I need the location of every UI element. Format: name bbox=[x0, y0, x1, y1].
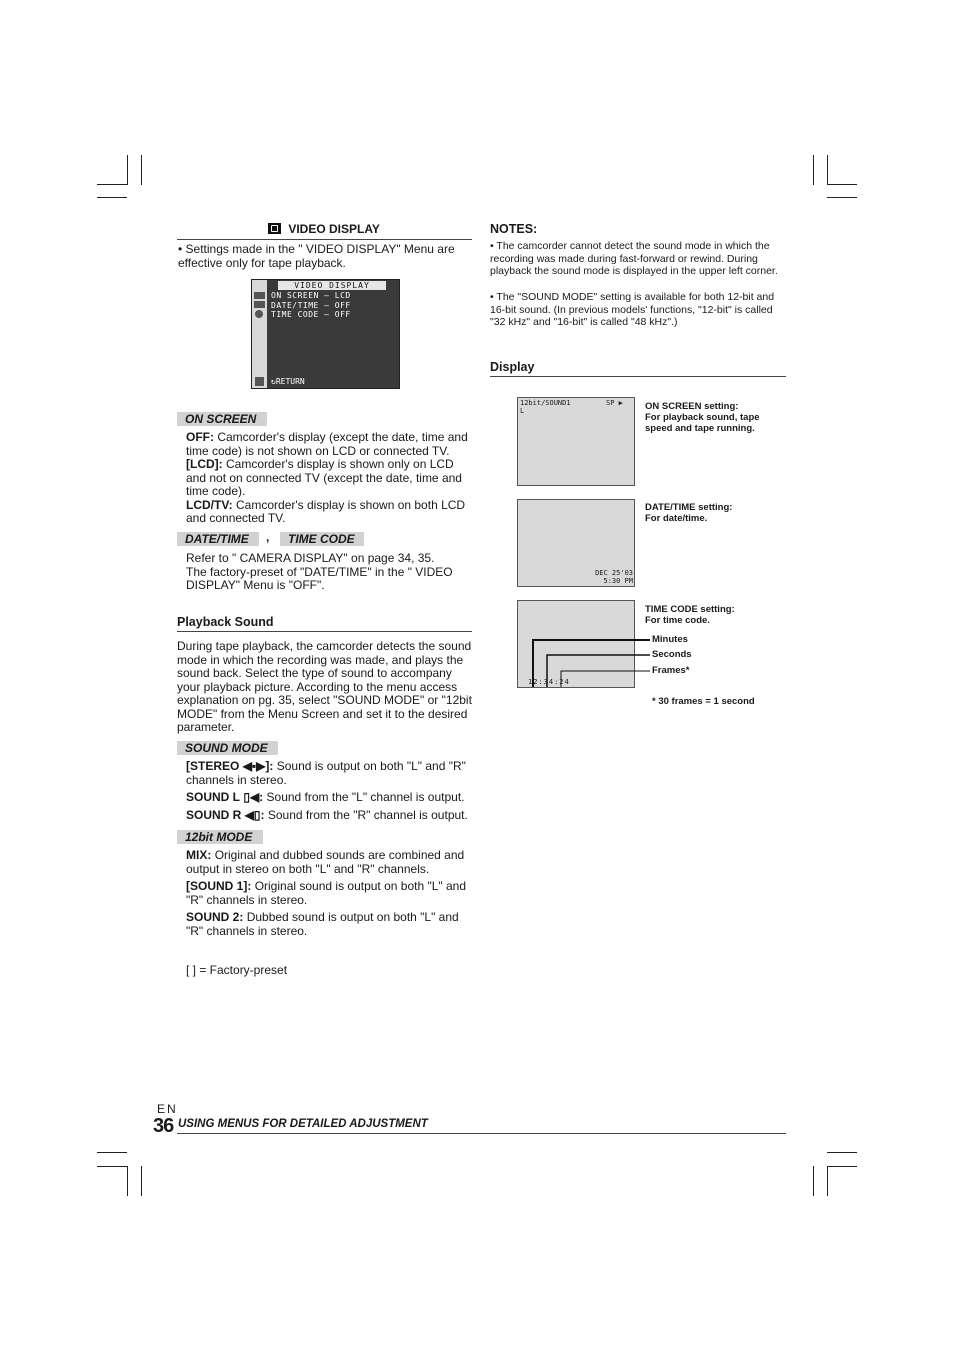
sound2-text: Dubbed sound is output on both "L" and "R" channels in stereo. bbox=[186, 910, 459, 938]
on-screen-setting-desc bbox=[645, 401, 785, 434]
date-readout: DEC 25'03 bbox=[595, 569, 633, 577]
minutes-leader bbox=[533, 640, 650, 687]
time-code-leader-lines bbox=[510, 630, 670, 690]
sound-r-option bbox=[186, 809, 476, 823]
playback-sound-heading: Playback Sound bbox=[177, 615, 274, 629]
crop-mark bbox=[827, 197, 857, 198]
return-icon: ↻ bbox=[271, 377, 276, 386]
menu-item-on-screen: ON SCREEN – LCD bbox=[271, 291, 351, 300]
display-heading: Display bbox=[490, 360, 535, 374]
sound1-label: [SOUND 1]: bbox=[186, 879, 252, 893]
mix-text: Original and dubbed sounds are combined and output in stereo on both "L" and "R" channels. bbox=[186, 848, 465, 876]
sound-mode-indicator: 12bit/SOUND1 bbox=[520, 399, 571, 407]
bit-mode-description bbox=[186, 849, 476, 938]
menu-icon-clock bbox=[255, 310, 263, 318]
date-time-text-1: Refer to " CAMERA DISPLAY" on page 34, 35. bbox=[186, 551, 435, 565]
stereo-label: [STEREO bbox=[186, 759, 240, 773]
on-screen-desc-title: ON SCREEN setting: bbox=[645, 401, 739, 412]
time-code-desc-text: For time code. bbox=[645, 615, 710, 626]
page-number: 36 bbox=[153, 1115, 174, 1137]
sound-mode-description bbox=[186, 760, 476, 822]
date-time-desc-text: For date/time. bbox=[645, 513, 708, 524]
video-display-title: VIDEO DISPLAY bbox=[288, 222, 380, 236]
time-readout: 5:30 PM bbox=[603, 577, 633, 585]
note-2: • The "SOUND MODE" setting is available for both 12-bit and 16-bit sound. (In previous models' functions, "12-bit" is called "32 kHz" and "16-bit" is called "48 kHz".) bbox=[490, 291, 775, 328]
sound-l-option bbox=[186, 791, 476, 805]
stereo-text: Sound is output on both "L" and "R" channels in stereo. bbox=[186, 759, 466, 787]
crop-mark bbox=[141, 1166, 142, 1196]
crop-mark bbox=[813, 155, 814, 185]
date-time-text-2: The factory-preset of "DATE/TIME" in the " VIDEO DISPLAY" Menu is "OFF". bbox=[186, 564, 453, 592]
off-label: OFF: bbox=[186, 430, 214, 444]
crop-mark bbox=[813, 1166, 814, 1196]
crop-mark bbox=[97, 197, 127, 198]
menu-icon-playback bbox=[254, 301, 265, 308]
date-time-desc-title: DATE/TIME setting: bbox=[645, 502, 733, 513]
lcd-text: Camcorder's display is shown only on LCD and not on connected TV (except the date, time and time code). bbox=[186, 457, 462, 498]
divider bbox=[490, 376, 786, 377]
time-code-readout: 12:34:24 bbox=[528, 678, 570, 686]
lcdtv-text: Camcorder's display is shown on both LCD and connected TV. bbox=[186, 497, 466, 525]
menu-return-label: RETURN bbox=[275, 377, 305, 386]
on-screen-description bbox=[186, 431, 476, 526]
menu-icon-tape bbox=[254, 292, 265, 299]
menu-return bbox=[271, 377, 305, 386]
mix-label: MIX: bbox=[186, 848, 212, 862]
on-screen-tag: ON SCREEN bbox=[177, 412, 267, 426]
factory-preset-note: [ ] = Factory-preset bbox=[186, 963, 288, 977]
section-title: USING MENUS FOR DETAILED ADJUSTMENT bbox=[178, 1118, 428, 1130]
crop-mark bbox=[97, 1166, 127, 1167]
menu-item-date-time: DATE/TIME – OFF bbox=[271, 301, 351, 310]
sound2-option bbox=[186, 911, 476, 938]
footer-rule bbox=[177, 1133, 786, 1134]
date-time-description bbox=[186, 552, 476, 593]
sound-r-icon: ◀▯: bbox=[244, 807, 265, 822]
lcd-label: [LCD]: bbox=[186, 457, 223, 471]
on-screen-desc-text: For playback sound, tape speed and tape running. bbox=[645, 412, 760, 434]
sound-l-text: Sound from the "L" channel is output. bbox=[266, 790, 465, 804]
date-time-example bbox=[517, 499, 635, 587]
mix-option bbox=[186, 849, 476, 876]
time-code-desc-title: TIME CODE setting: bbox=[645, 604, 735, 615]
date-time-tag: DATE/TIME bbox=[177, 532, 259, 546]
playback-sound-text: During tape playback, the camcorder detects the sound mode in which the recording was made, and plays the sound back. Select the type of sound to accompany your playback picture. According to the menu access explanation on pg. 35, select "SOUND MODE" or "12bit MODE" from the Menu Screen and set it to the desired parameter. bbox=[177, 639, 472, 734]
sound1-option bbox=[186, 880, 476, 907]
tape-speed-indicator: SP ▶ bbox=[606, 399, 623, 407]
lcdtv-label: LCD/TV: bbox=[186, 497, 233, 512]
menu-screen bbox=[251, 279, 400, 389]
menu-icon-close bbox=[255, 377, 264, 386]
divider bbox=[177, 631, 472, 632]
menu-header: VIDEO DISPLAY bbox=[278, 281, 386, 290]
time-code-setting-desc bbox=[645, 604, 785, 626]
tag-separator: , bbox=[266, 530, 270, 544]
sound-r-text: Sound from the "R" channel is output. bbox=[267, 807, 468, 822]
language-label: EN bbox=[157, 1102, 178, 1116]
note-1: • The camcorder cannot detect the sound mode in which the recording was made during fast-forward or rewind. During playback the sound mode is displayed in the upper left corner. bbox=[490, 240, 778, 277]
crop-mark bbox=[97, 1152, 127, 1153]
video-display-intro: • Settings made in the " VIDEO DISPLAY" Menu are effective only for tape playback. bbox=[178, 242, 455, 270]
frames-footnote: * 30 frames = 1 second bbox=[652, 696, 755, 707]
crop-mark bbox=[827, 1166, 857, 1167]
video-display-icon bbox=[268, 223, 281, 234]
crop-mark bbox=[827, 155, 828, 185]
sound-mode-tag: SOUND MODE bbox=[177, 741, 278, 755]
sound-l-label: SOUND L bbox=[186, 790, 240, 804]
bit-mode-tag: 12bit MODE bbox=[177, 830, 263, 844]
video-display-heading bbox=[268, 222, 380, 236]
sound-l-icon: ▯◀: bbox=[243, 790, 264, 804]
off-text: Camcorder's display (except the date, time and time code) is not shown on LCD or connected TV. bbox=[186, 430, 468, 458]
crop-mark bbox=[127, 155, 128, 185]
sound-r-label: SOUND R bbox=[186, 807, 242, 822]
notes-heading: NOTES: bbox=[490, 222, 538, 236]
minutes-label: Minutes bbox=[652, 634, 688, 645]
on-screen-example bbox=[517, 397, 635, 486]
time-code-tag: TIME CODE bbox=[280, 532, 364, 546]
menu-item-time-code: TIME CODE – OFF bbox=[271, 310, 351, 319]
channel-indicator: L bbox=[520, 407, 525, 415]
crop-mark bbox=[141, 155, 142, 185]
sound2-label: SOUND 2: bbox=[186, 910, 244, 924]
crop-mark bbox=[97, 184, 127, 185]
crop-mark bbox=[827, 184, 857, 185]
stereo-icon: ◀▪▶]: bbox=[242, 759, 274, 773]
crop-mark bbox=[827, 1166, 828, 1196]
frames-label: Frames* bbox=[652, 665, 690, 676]
sound1-text: Original sound is output on both "L" and "R" channels in stereo. bbox=[186, 879, 467, 907]
seconds-label: Seconds bbox=[652, 649, 692, 660]
date-time-setting-desc bbox=[645, 502, 785, 524]
stereo-option bbox=[186, 760, 476, 787]
divider bbox=[177, 239, 472, 240]
frames-leader bbox=[561, 671, 650, 687]
crop-mark bbox=[127, 1166, 128, 1196]
crop-mark bbox=[827, 1152, 857, 1153]
